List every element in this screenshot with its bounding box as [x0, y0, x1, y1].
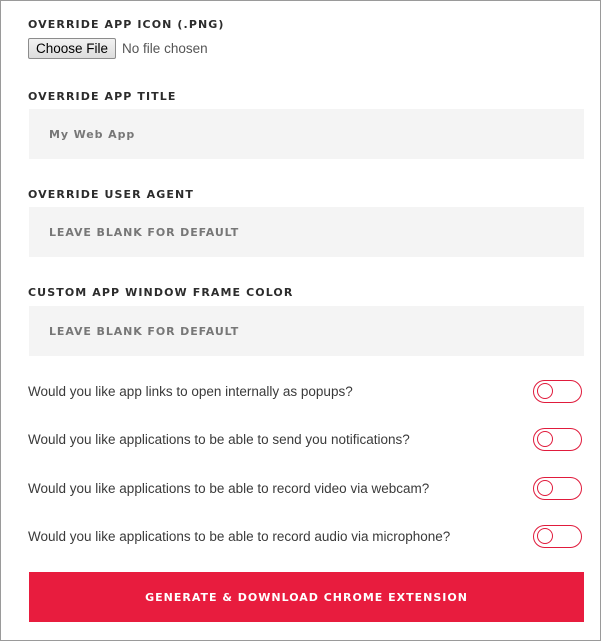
app-title-input[interactable] [29, 109, 584, 159]
webcam-question: Would you like applications to be able to record video via webcam? [28, 481, 430, 496]
webcam-toggle[interactable] [533, 477, 582, 500]
toggle-knob [537, 480, 553, 496]
toggle-knob [537, 383, 553, 399]
frame-color-input[interactable] [29, 306, 584, 356]
notifications-question: Would you like applications to be able to send you notifications? [28, 432, 410, 447]
user-agent-input[interactable] [29, 207, 584, 257]
file-picker [28, 37, 208, 59]
app-title-label: OVERRIDE APP TITLE [28, 90, 177, 103]
toggle-knob [537, 431, 553, 447]
frame-color-label: CUSTOM APP WINDOW FRAME COLOR [28, 286, 294, 299]
file-status: No file chosen [122, 40, 208, 56]
microphone-toggle[interactable] [533, 525, 582, 548]
app-icon-label: OVERRIDE APP ICON (.PNG) [28, 18, 225, 31]
popups-toggle[interactable] [533, 380, 582, 403]
generate-download-button[interactable]: GENERATE & DOWNLOAD CHROME EXTENSION [29, 572, 584, 622]
notifications-toggle[interactable] [533, 428, 582, 451]
user-agent-label: OVERRIDE USER AGENT [28, 188, 194, 201]
popups-question: Would you like app links to open internally as popups? [28, 384, 353, 399]
choose-file-button[interactable]: Choose File [28, 38, 116, 59]
toggle-knob [537, 528, 553, 544]
microphone-question: Would you like applications to be able to record audio via microphone? [28, 529, 451, 544]
